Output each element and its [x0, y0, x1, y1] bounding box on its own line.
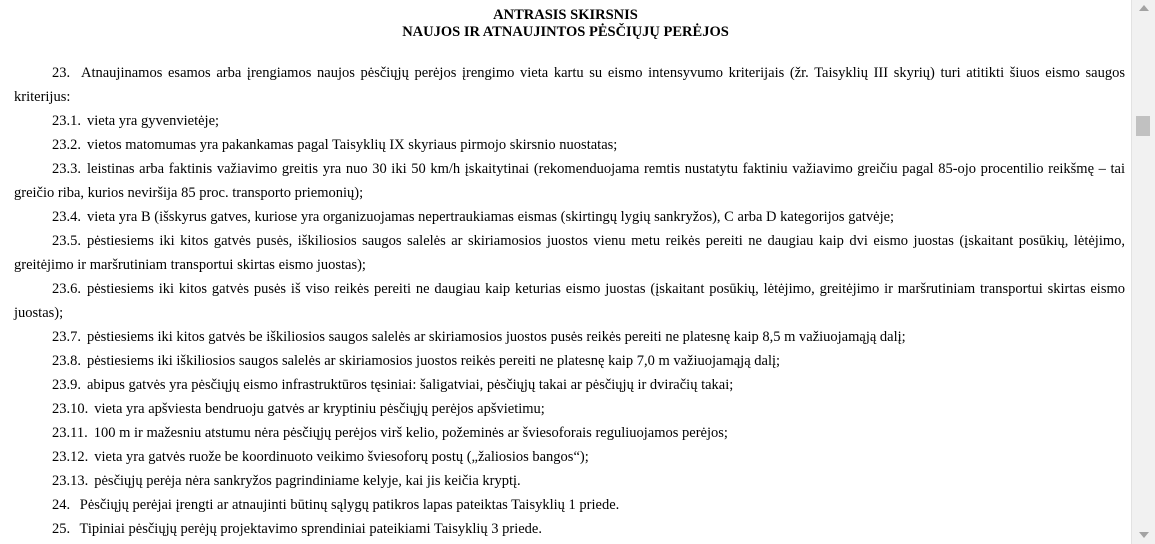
- paragraph-text: pėstiesiems iki kitos gatvės pusės, iškiliosios saugos salelės ar skiriamosios juostos vienu metu reikės pereiti ne daugiau kaip dvi eismo juostas (įskaitant posūkių, lėtėjimo, greitėjimo ir maršrutiniam transportui skirtas eismo juostas);: [14, 233, 1125, 273]
- paragraph: [14, 229, 1125, 277]
- paragraph-text: 100 m ir mažesniu atstumu nėra pėsčiųjų perėjos virš kelio, požeminės ar šviesoforais reguliuojamos perėjos;: [93, 425, 728, 441]
- paragraph: [14, 421, 1125, 445]
- paragraph-text: Pėsčiųjų perėjai įrengti ar atnaujinti būtinų sąlygų patikros lapas pateiktas Taisyklių 1 priede.: [79, 497, 620, 513]
- paragraph-text: pėstiesiems iki iškiliosios saugos salelės ar skiriamosios juostos reikės pereiti ne platesnę kaip 7,0 m važiuojamąją dalį;: [87, 353, 781, 369]
- paragraph: [14, 133, 1125, 157]
- paragraph-text: pėstiesiems iki kitos gatvės be iškiliosios saugos salelės ar skiriamosios juostos pusės reikės pereiti ne platesnę kaip 8,5 m važiuojamąją dalį;: [87, 329, 906, 345]
- paragraph-number: 23.11.: [52, 425, 88, 441]
- paragraph: [14, 325, 1125, 349]
- scroll-down-arrow-icon[interactable]: [1139, 532, 1149, 538]
- paragraph: [14, 109, 1125, 133]
- paragraph-number: 25.: [52, 521, 71, 537]
- paragraph: [14, 397, 1125, 421]
- paragraph-text: abipus gatvės yra pėsčiųjų eismo infrastruktūros tęsiniai: šaligatviai, pėsčiųjų takai ar pėsčiųjų ir dviračių takai;: [87, 377, 734, 393]
- paragraph-number: 23.1.: [52, 113, 81, 129]
- paragraph: [14, 157, 1125, 205]
- scroll-up-arrow-icon[interactable]: [1139, 5, 1149, 11]
- document-body: [14, 61, 1125, 541]
- paragraph-number: 24.: [52, 497, 71, 513]
- paragraph: [14, 205, 1125, 229]
- scroll-thumb[interactable]: [1136, 116, 1150, 136]
- paragraph: [14, 277, 1125, 325]
- vertical-scrollbar[interactable]: [1131, 0, 1155, 544]
- paragraph-text: pėstiesiems iki kitos gatvės pusės iš viso reikės pereiti ne daugiau kaip keturias eismo juostas (įskaitant posūkių, lėtėjimo, greitėjimo ir maršrutiniam transportui skirtas eismo juostas);: [14, 281, 1125, 321]
- paragraph-text: vieta yra B (išskyrus gatves, kuriose yra organizuojamas nepertraukiamas eismas (skirtingų lygių sankryžos), C arba D kategorijos gatvėje;: [87, 209, 895, 225]
- paragraph: [14, 469, 1125, 493]
- paragraph-number: 23.: [52, 65, 71, 81]
- paragraph-text: vietos matomumas yra pakankamas pagal Taisyklių IX skyriaus pirmojo skirsnio nuostatas;: [87, 137, 618, 153]
- paragraph-number: 23.5.: [52, 233, 81, 249]
- paragraph-text: pėsčiųjų perėja nėra sankryžos pagrindiniame kelyje, kai jis keičia kryptį.: [94, 473, 521, 489]
- paragraph-text: Tipiniai pėsčiųjų perėjų projektavimo sprendiniai pateikiami Taisyklių 3 priede.: [79, 521, 542, 537]
- paragraph-number: 23.8.: [52, 353, 81, 369]
- paragraph-number: 23.4.: [52, 209, 81, 225]
- paragraph: [14, 517, 1125, 541]
- paragraph-text: vieta yra apšviesta bendruoju gatvės ar kryptiniu pėsčiųjų perėjos apšvietimu;: [94, 401, 545, 417]
- paragraph-number: 23.12.: [52, 449, 89, 465]
- paragraph-number: 23.7.: [52, 329, 81, 345]
- paragraph-text: leistinas arba faktinis važiavimo greitis yra nuo 30 iki 50 km/h įskaitytinai (rekomenduojama remtis nustatytu faktiniu važiavimo greičiu pagal 85-ojo procentilio reikšmę – tai greičio riba, kurios neviršija 85 proc. transporto priemonių);: [14, 161, 1125, 201]
- paragraph-number: 23.10.: [52, 401, 89, 417]
- paragraph-text: vieta yra gatvės ruože be koordinuoto veikimo šviesoforų postų („žaliosios bangos“);: [94, 449, 589, 465]
- paragraph-number: 23.3.: [52, 161, 81, 177]
- paragraph: [14, 349, 1125, 373]
- paragraph-text: vieta yra gyvenvietėje;: [87, 113, 220, 129]
- paragraph: [14, 445, 1125, 469]
- paragraph-text: Atnaujinamos esamos arba įrengiamos naujos pėsčiųjų perėjos įrengimo vieta kartu su eismo intensyvumo kriterijais (žr. Taisyklių III skyrių) turi atitikti šiuos eismo saugos kriterijus:: [14, 65, 1125, 105]
- paragraph: [14, 373, 1125, 397]
- section-title: NAUJOS IR ATNAUJINTOS PĖSČIŲJŲ PERĖJOS: [402, 24, 729, 40]
- paragraph-number: 23.13.: [52, 473, 89, 489]
- paragraph-number: 23.9.: [52, 377, 81, 393]
- section-heading: ANTRASIS SKIRSNIS: [493, 7, 638, 23]
- paragraph-number: 23.6.: [52, 281, 81, 297]
- paragraph: [14, 493, 1125, 517]
- paragraph: [14, 61, 1125, 109]
- paragraph-number: 23.2.: [52, 137, 81, 153]
